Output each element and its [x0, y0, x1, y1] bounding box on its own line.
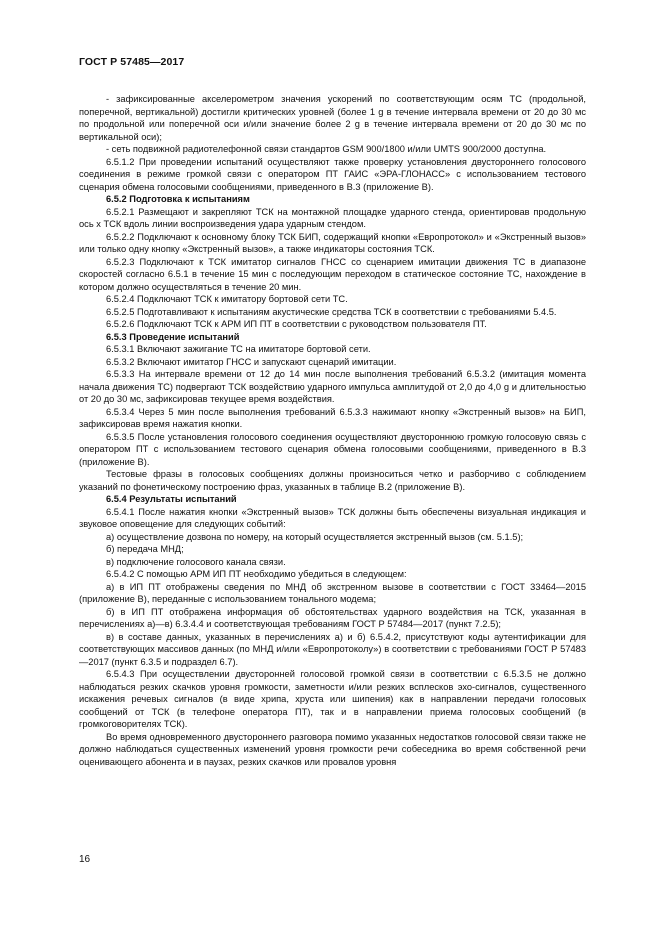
paragraph-6-5-2-3: 6.5.2.3 Подключают к ТСК имитатор сигналов ГНСС со сценарием имитации движения ТС в диапазоне скоростей согласно 6.5.1 в течение 15 мин с последующим переходом в статическое состояние ТС, нахождение в котором должно осуществляться в течение 20 мин.: [79, 256, 586, 292]
list-item-network: - сеть подвижной радиотелефонной связи стандартов GSM 900/1800 и/или UMTS 900/2000 доступна.: [106, 144, 547, 154]
paragraph-6-5-4-1: 6.5.4.1 После нажатия кнопки «Экстренный вызов» ТСК должны быть обеспечены визуальная индикация и звуковое оповещение для следующих событий:: [79, 506, 586, 529]
paragraph-6-5-2-1: 6.5.2.1 Размещают и закрепляют ТСК на монтажной площадке ударного стенда, ориентировав продольную ось x ТСК вдоль линии воспроизведения удара ударным стендом.: [79, 206, 586, 229]
paragraph-6-5-4-3: 6.5.4.3 При осуществлении двусторонней голосовой громкой связи в соответствии с 6.5.3.5 не должно наблюдаться резких скачков уровня громкости, заметности и/или резких всплесков эхо-сигналов, существенного искажения речевых сигналов (в виде хрипа, хруста или шипения) как в направлении передачи голосовых сообщений от ТСК (в телефоне оператора ПТ), так и в направлении приема голосовых сообщений (в громкоговорителях ТСК).: [79, 669, 586, 729]
paragraph-6-5-3-3: 6.5.3.3 На интервале времени от 12 до 14 мин после выполнения требований 6.5.3.2 (имитация момента начала движения ТС) подвергают ТСК воздействию ударного импульса амплитудой от 2,0 до 4,0 g и длительностью от 20 до 30 мс, зафиксировав текущее время воздействия.: [79, 369, 586, 404]
list-item-c-auth-codes: в) в составе данных, указанных в перечислениях а) и б) 6.5.4.2, присутствуют коды аутентификации для соответствующих массивов данных (по МНД и/или «Европротоколу») в соответствии с требованиями ГОСТ Р 57483—2017 (пункт 6.3.5 и подраздел 6.7).: [79, 631, 586, 667]
paragraph-6-5-4-2: 6.5.4.2 С помощью АРМ ИП ПТ необходимо убедиться в следующем:: [106, 569, 407, 579]
paragraph-6-5-2-6: 6.5.2.6 Подключают ТСК к АРМ ИП ПТ в соответствии с руководством пользователя ПТ.: [106, 319, 487, 329]
list-item-b-impact-info: б) в ИП ПТ отображена информация об обстоятельствах ударного воздействия на ТСК, указанная в перечислениях а)—в) 6.3.4.4 и соответствующая требованиям ГОСТ Р 57484—2017 (пункт 7.2.5);: [79, 606, 586, 629]
paragraph-test-phrases: Тестовые фразы в голосовых сообщениях должны произноситься четко и разборчиво с соблюдением указаний по фонетическому построению фраз, указанных в таблице В.2 (приложение В).: [79, 469, 586, 492]
paragraph-6-5-3-4: 6.5.3.4 Через 5 мин после выполнения требований 6.5.3.3 нажимают кнопку «Экстренный вызов» на БИП, зафиксировав время нажатия кнопки.: [79, 406, 586, 429]
list-item-a-mnd-info: а) в ИП ПТ отображены сведения по МНД об экстренном вызове в соответствии с ГОСТ 33464—2015 (приложение В), переданные с использованием тонального модема;: [79, 581, 586, 604]
section-heading-6-5-4: 6.5.4 Результаты испытаний: [106, 494, 237, 504]
list-item-accelerometer: - зафиксированные акселерометром значения ускорений по соответствующим осям ТС (продольной, поперечной, вертикальной) достигли критических уровней (более 1 g в течение интервала времени от 20 до 30 мс по продольной или поперечной оси и/или значение более 2 g в течение интервала времени от 20 до 30 мс по вертикальной оси);: [79, 94, 586, 142]
section-heading-6-5-3: 6.5.3 Проведение испытаний: [106, 331, 240, 342]
document-body: [79, 93, 586, 768]
paragraph-6-5-3-5: 6.5.3.5 После установления голосового соединения осуществляют двустороннюю громкую голосовую связь с оператором ПТ с использованием тестового сценария обмена голосовыми сообщениями, приведенного в В.3 (приложение В).: [79, 431, 586, 467]
section-heading-6-5-2: 6.5.2 Подготовка к испытаниям: [106, 194, 250, 204]
list-item-b-mnd: б) передача МНД;: [106, 544, 184, 554]
standard-header: ГОСТ Р 57485—2017: [79, 56, 185, 68]
list-item-a-dialing: а) осуществление дозвона по номеру, на который осуществляется экстренный вызов (см. 5.1.5);: [106, 531, 524, 542]
paragraph-6-5-3-1: 6.5.3.1 Включают зажигание ТС на имитаторе бортовой сети.: [106, 344, 371, 354]
paragraph-6-5-3-2: 6.5.3.2 Включают имитатор ГНСС и запускают сценарий имитации.: [106, 356, 397, 367]
paragraph-duplex-voice: Во время одновременного двустороннего разговора помимо указанных недостатков голосовой связи также не должно наблюдаться существенных изменений уровня громкости речи собеседника во время собственной речи оценивающего абонента и в паузах, резких скачков или провалов уровня: [79, 731, 586, 767]
list-item-c-voice: в) подключение голосового канала связи.: [106, 556, 286, 567]
paragraph-6-5-1-2: 6.5.1.2 При проведении испытаний осуществляют также проверку установления двустороннего голосового соединения в режиме громкой связи с оператором ПТ ГАИС «ЭРА-ГЛОНАСС» с использованием тестового сценария обмена голосовыми сообщениями, приведенного в В.3 (приложение В).: [79, 156, 586, 192]
page-number: 16: [79, 854, 91, 865]
paragraph-6-5-2-4: 6.5.2.4 Подключают ТСК к имитатору бортовой сети ТС.: [106, 294, 348, 304]
paragraph-6-5-2-2: 6.5.2.2 Подключают к основному блоку ТСК БИП, содержащий кнопки «Европротокол» и «Экстренный вызов» или только одну кнопку «Экстренный вызов», а также индикаторы состояния ТСК.: [79, 231, 586, 254]
paragraph-6-5-2-5: 6.5.2.5 Подготавливают к испытаниям акустические средства ТСК в соответствии с требованиями 5.4.5.: [106, 306, 557, 317]
